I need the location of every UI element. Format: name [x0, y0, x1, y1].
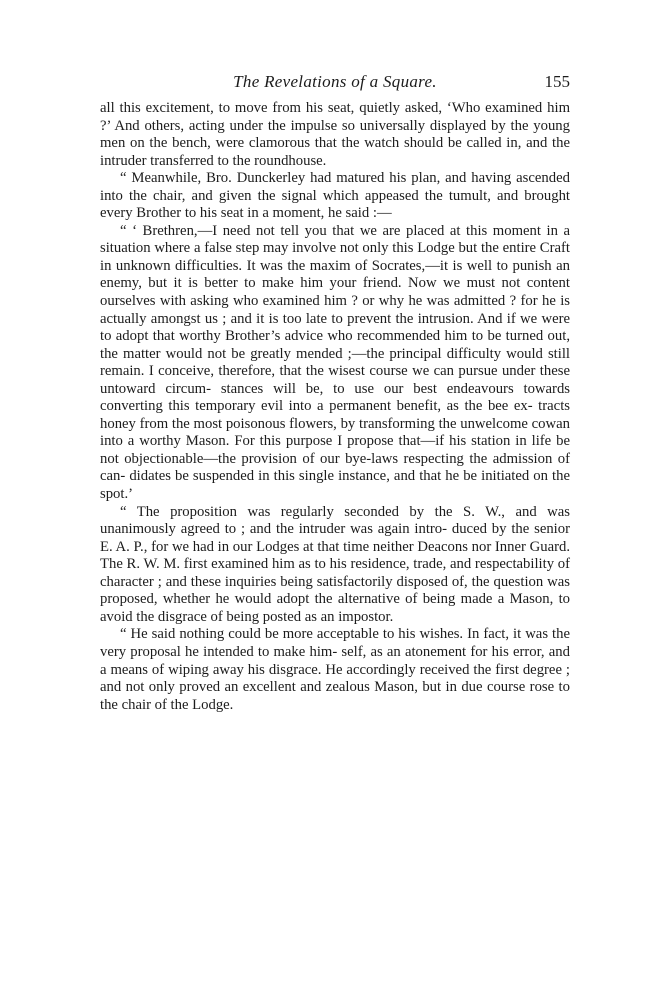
paragraph-brethren-speech: “ ‘ Brethren,—I need not tell you that we are placed at this moment in a situation where a false step may involve not only this Lodge but the entire Craft in unknown difficulties. It was the maxim of Socrates,—it is well to punish an enemy, but it is better to make him your friend. Now we must not content ourselves with asking who examined him ? or why he was admitted ? for he is actually amongst us ; and it is too late to prevent the intrusion. And if we were to adopt that worthy Brother’s advice who recommended him to be turned out, the matter would not be greatly mended ;—the principal difficulty would still remain. I conceive, therefore, that the wisest course we can pursue under these untoward circum- stances will be, to use our best endeavours towards converting this temporary evil into a permanent benefit, as the bee ex- tracts honey from the most poisonous flowers, by transforming the unwelcome cowan into a worthy Mason. For this purpose I propose that—if his station in life be not objectionable—the provision of our bye-laws respecting the admission of can- didates be suspended in this single instance, and that he be initiated on the spot.’	[100, 222, 570, 503]
page-number: 155	[544, 72, 570, 91]
paragraph-proposition: “ The proposition was regularly seconded by the S. W., and was unanimously agreed to ; and the intruder was again intro- duced by the senior E. A. P., for we had in our Lodges at that time neither Deacons nor Inner Guard. The R. W. M. first examined him as to his residence, trade, and respectability of character ; and these inquiries being satisfactorily disposed of, the question was proposed, whether he would adopt the alternative of being made a Mason, to avoid the disgrace of being posted as an impostor.	[100, 503, 570, 625]
paragraph-continuation: all this excitement, to move from his seat, quietly asked, ‘Who examined him ?’ And others, acting under the impulse so universally displayed by the young men on the bench, were clamorous that the watch should be called in, and the intruder transferred to the roundhouse.	[100, 100, 570, 169]
body-text	[100, 100, 570, 714]
book-page	[100, 70, 570, 714]
paragraph-dunckerley: “ Meanwhile, Bro. Dunckerley had matured his plan, and having ascended into the chair, and given the signal which appeased the tumult, and brought every Brother to his seat in a moment, he said :—	[100, 170, 570, 222]
paragraph-conclusion: “ He said nothing could be more acceptable to his wishes. In fact, it was the very proposal he intended to make him- self, as an atonement for his error, and a means of wiping away his disgrace. He accordingly received the first degree ; and not only proved an excellent and zealous Mason, but in due course rose to the chair of the Lodge.	[100, 626, 570, 713]
page-header	[100, 70, 570, 100]
running-title: The Revelations of a Square.	[233, 72, 437, 91]
